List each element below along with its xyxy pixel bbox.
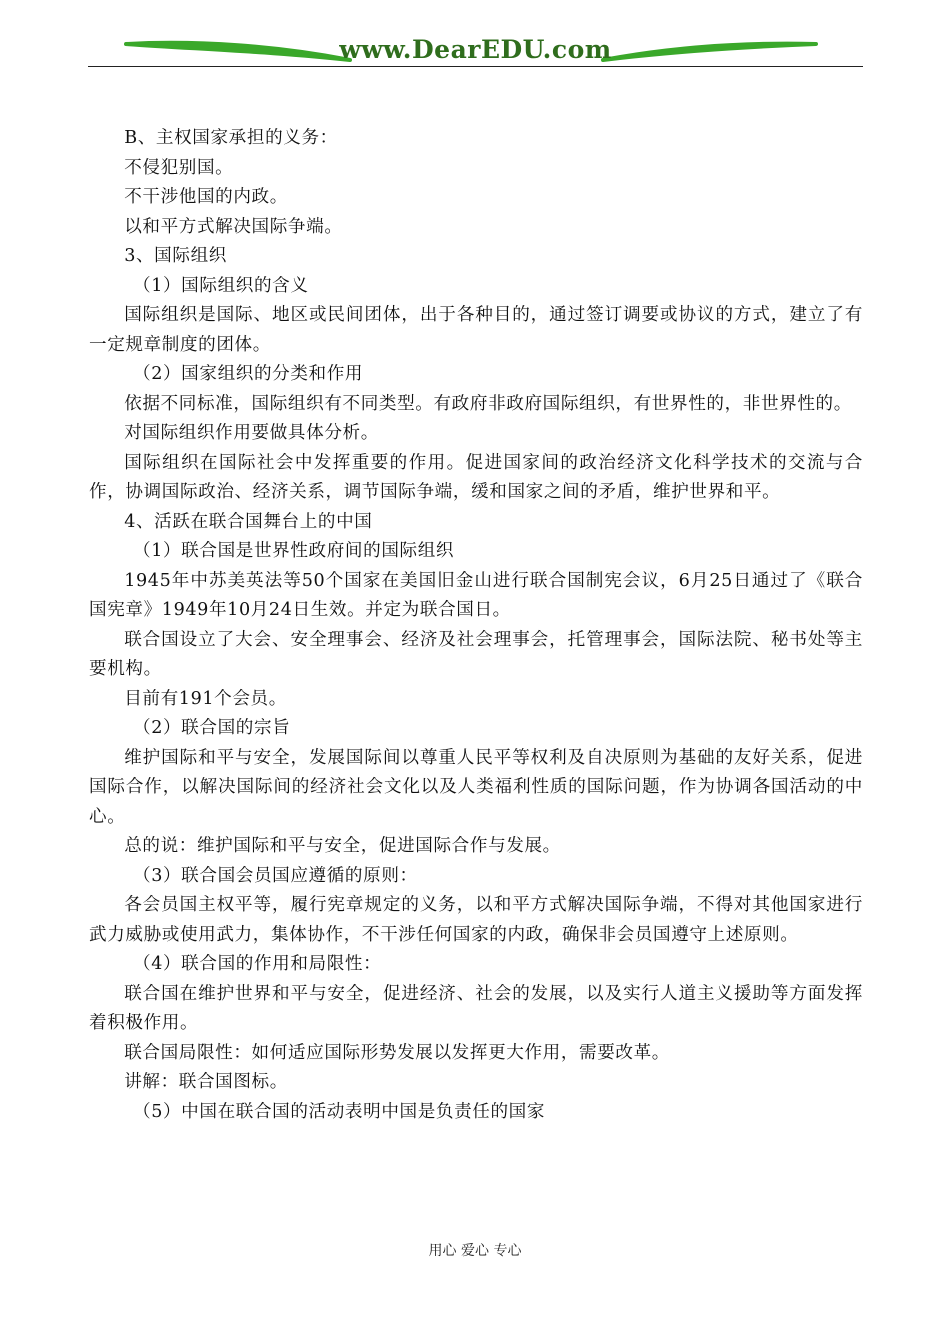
site-name: www.DearEDU.com: [339, 35, 612, 64]
paragraph: （2）联合国的宗旨: [133, 718, 291, 738]
paragraph: 4、活跃在联合国舞台上的中国: [124, 511, 373, 532]
paragraph: 以和平方式解决国际争端。: [124, 216, 343, 237]
paragraph: 不侵犯别国。: [124, 157, 234, 178]
paragraph: （1）联合国是世界性政府间的国际组织: [133, 541, 455, 561]
paragraph: （1）国际组织的含义: [133, 275, 309, 296]
paragraph: （2）国家组织的分类和作用: [133, 364, 364, 384]
paragraph: 维护国际和平与安全，发展国际间以尊重人民平等权利及自决原则为基础的友好关系，促进国际合作，以解决国际间的经济社会文化以及人类福利性质的国际问题，作为协调各国活动的中心。: [89, 747, 863, 827]
header-rule: [88, 66, 863, 67]
paragraph: 不干涉他国的内政。: [124, 187, 288, 207]
paragraph: B、主权国家承担的义务：: [124, 128, 338, 148]
paragraph: （4）联合国的作用和局限性：: [133, 954, 382, 974]
paragraph: 3、国际组织: [124, 246, 227, 266]
paragraph: 讲解：联合国图标。: [124, 1072, 288, 1092]
paragraph: 依据不同标准，国际组织有不同类型。有政府非政府国际组织，有世界性的，非世界性的。: [124, 393, 852, 414]
paragraph: 国际组织是国际、地区或民间团体，出于各种目的，通过签订调要或协议的方式，建立了有一定规章制度的团体。: [89, 305, 863, 355]
page-footer: 用心 爱心 专心: [428, 1243, 522, 1259]
paragraph: 总的说：维护国际和平与安全，促进国际合作与发展。: [124, 836, 561, 856]
page-header: [88, 30, 863, 70]
paragraph: 联合国在维护世界和平与安全，促进经济、社会的发展，以及实行人道主义援助等方面发挥着积极作用。: [89, 983, 863, 1033]
paragraph: 联合国局限性：如何适应国际形势发展以发挥更大作用，需要改革。: [124, 1042, 671, 1063]
paragraph: 对国际组织作用要做具体分析。: [124, 423, 379, 443]
paragraph: 联合国设立了大会、安全理事会、经济及社会理事会，托管理事会，国际法院、秘书处等主要机构。: [89, 629, 863, 679]
paragraph: 各会员国主权平等，履行宪章规定的义务，以和平方式解决国际争端，不得对其他国家进行武力威胁或使用武力，集体协作，不干涉任何国家的内政，确保非会员国遵守上述原则。: [89, 895, 863, 945]
paragraph: 国际组织在国际社会中发挥重要的作用。促进国家间的政治经济文化科学技术的交流与合作，协调国际政治、经济关系，调节国际争端，缓和国家之间的矛盾，维护世界和平。: [89, 452, 863, 502]
document-body: [89, 124, 863, 1127]
paragraph: （3）联合国会员国应遵循的原则：: [133, 865, 418, 886]
paragraph: （5）中国在联合国的活动表明中国是负责任的国家: [133, 1101, 546, 1122]
paragraph: 1945年中苏美英法等50个国家在美国旧金山进行联合国制宪会议，6月25日通过了《联合国宪章》1949年10月24日生效。并定为联合国日。: [89, 570, 863, 620]
paragraph: 目前有191个会员。: [124, 688, 287, 709]
